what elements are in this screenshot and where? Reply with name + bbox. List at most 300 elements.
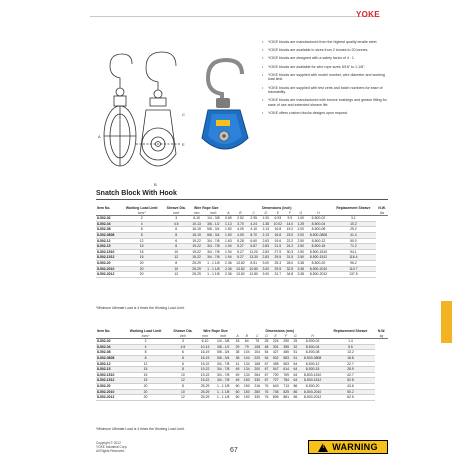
table-cell: 12	[163, 272, 190, 278]
unit-cell: E	[271, 211, 284, 216]
table-cell: 1.94	[223, 249, 234, 255]
header-wll: Working Load Limit	[129, 329, 162, 334]
table-cell: 49	[234, 372, 242, 378]
table-body	[96, 216, 388, 278]
table-cell: 6-500-02	[306, 216, 330, 222]
table-cell: 1.13	[223, 221, 234, 227]
table-cell: 108	[252, 344, 263, 350]
unit-cell: inch	[169, 334, 198, 339]
table-cell: 10	[163, 266, 190, 272]
table-cell: 25-29	[197, 389, 212, 395]
table-cell: 28.9	[326, 367, 375, 373]
unit-cell: mm	[197, 334, 212, 339]
table-cell: 10.2	[331, 221, 376, 227]
table-cell: 3/8 - 1/2	[204, 221, 223, 227]
table-cell: 6	[169, 361, 198, 367]
table-cell: 3.38	[295, 266, 306, 272]
table-cell: 8-500-1510	[306, 249, 330, 255]
table-cell: 8-500-0808	[299, 355, 326, 361]
table-cell: 8-500-08	[306, 227, 330, 233]
page-number: 67	[230, 447, 238, 454]
table-cell: 10.80	[247, 266, 260, 272]
table-cell: 3/4 - 7/8	[204, 244, 223, 250]
table-cell: 38	[234, 350, 242, 356]
table-cell: 547	[270, 367, 281, 373]
table-cell: 8	[163, 244, 190, 250]
table-cell: 8	[169, 367, 198, 373]
table-cell: 13.30	[247, 255, 260, 261]
table-cell: 71.2	[331, 244, 376, 250]
table-cell: 12	[169, 395, 198, 401]
table-cell: 3/4 - 7/8	[204, 255, 223, 261]
table-cell: 60	[234, 395, 242, 401]
table-cell: 64	[242, 339, 253, 345]
item-number-cell: 8-502-12	[96, 361, 123, 367]
table-cell: 60	[234, 383, 242, 389]
item-number-cell: 8-502-02	[96, 216, 120, 222]
item-number-cell: 8-502-2010	[96, 266, 120, 272]
table-cell: 22.2	[284, 238, 295, 244]
table-cell: 10	[169, 389, 198, 395]
table-cell: 8	[123, 350, 169, 356]
unit-cell: lbs	[376, 211, 388, 216]
copyright-line: All Rights Reserved.	[96, 449, 125, 454]
table-cell: 8-500-1512	[306, 255, 330, 261]
table-cell: 8.70	[247, 232, 260, 238]
feature-item: • YOKE blocks are manufactured from the highest quality tensile steel.	[262, 40, 388, 45]
table-cell: 643	[270, 383, 281, 389]
table-cell: 1 - 1 1/8	[204, 266, 223, 272]
table-cell: 2.36	[223, 272, 234, 278]
table-cell: 15	[123, 372, 169, 378]
table-cell: 330	[252, 395, 263, 401]
table-cell: 8-500-12	[306, 238, 330, 244]
table-cell: 5/8 - 3/4	[213, 350, 234, 356]
top-rule	[90, 16, 380, 17]
section-title: Snatch Block With Hook	[96, 190, 177, 197]
table-cell: 20	[123, 395, 169, 401]
item-number-cell: 8-502-1510	[96, 249, 120, 255]
header-replacement: Replacement Sheave	[336, 206, 371, 211]
table-cell: 10-13	[197, 344, 212, 350]
table-cell: 8.51	[247, 260, 260, 266]
table-cell: 134	[242, 372, 253, 378]
table-cell: 41	[234, 361, 242, 367]
table-cell: 1 - 1 1/8	[204, 260, 223, 266]
table-cell: 15	[120, 255, 162, 261]
table-cell: 1.38	[260, 221, 271, 227]
table-cell: 64	[291, 372, 299, 378]
table-cell: 19.2	[284, 227, 295, 233]
table-cell: 1.50	[223, 227, 234, 233]
warning-banner	[308, 440, 388, 454]
table-cell: 4.5	[169, 344, 198, 350]
table-cell: 150	[242, 383, 253, 389]
table-cell: 43.6	[326, 383, 375, 389]
table-cell: 6.93	[271, 216, 284, 222]
header-wire-rope: Wire Rope Size	[203, 329, 228, 334]
table-cell: 25-29	[197, 383, 212, 389]
table-cell: 4.09	[234, 227, 247, 233]
svg-text:B: B	[154, 182, 157, 187]
table-cell: 2.13	[260, 227, 271, 233]
table-cell: 5/8 - 3/4	[204, 232, 223, 238]
table-cell: 64	[291, 361, 299, 367]
table-cell: 19-22	[190, 255, 204, 261]
table-cell: 23.0	[284, 232, 295, 238]
table-cell: 427	[270, 350, 281, 356]
table-cell: 29	[234, 344, 242, 350]
table-cell: 75	[252, 339, 263, 345]
table-cell: 24.2	[284, 244, 295, 250]
table-cell: 15	[120, 244, 162, 250]
table-cell: 29.5	[271, 266, 284, 272]
table-cell: 18.8	[326, 355, 375, 361]
table-cell: 134	[242, 367, 253, 373]
table-cell: 8-500-15	[299, 367, 326, 373]
table-cell: 52.8	[326, 378, 375, 384]
table-cell: 116.4	[331, 255, 376, 261]
table-cell: 12	[169, 378, 198, 384]
table-cell: 355	[281, 344, 292, 350]
table-cell: 769	[281, 372, 292, 378]
table-cell: 4.24	[247, 221, 260, 227]
table-cell: 583	[281, 355, 292, 361]
table-cell: 13.2	[326, 350, 375, 356]
table-cell: 10	[169, 372, 198, 378]
table-cell: 31.5	[284, 255, 295, 261]
table-cell: 3/4 - 7/8	[213, 361, 234, 367]
table-cell: 10-13	[190, 221, 204, 227]
header-sheave: Sheave Dia.	[166, 206, 186, 211]
table-cell: 9.9	[284, 216, 295, 222]
table-cell: 31.7	[271, 272, 284, 278]
table-cell: 2.83	[260, 255, 271, 261]
item-number-cell: 8-502-1512	[96, 255, 120, 261]
table-cell: 42.7	[326, 372, 375, 378]
table-cell: 10.02	[271, 221, 284, 227]
table-cell: 29.5	[271, 255, 284, 261]
table-cell: 25-29	[190, 272, 204, 278]
table-cell: 3/4 - 7/8	[204, 238, 223, 244]
table-cell: 502	[270, 355, 281, 361]
table-cell: 27.5	[271, 249, 284, 255]
table-cell: 8-500-12	[299, 361, 326, 367]
table-cell: 4	[120, 221, 162, 227]
table-cell: 21.5	[271, 244, 284, 250]
table-cell: 3/8 - 1/2	[213, 344, 234, 350]
feature-item: • YOKE blocks are designed with a safety factor of 4 : 1.	[262, 56, 388, 61]
item-number-cell: 8-502-1512	[96, 378, 123, 384]
table-cell: 3.00	[260, 266, 271, 272]
table-cell: 805	[270, 395, 281, 401]
section-rule	[96, 199, 388, 200]
table-cell: 6	[163, 238, 190, 244]
item-number-cell: 8-502-02	[96, 339, 123, 345]
item-number-cell: 8-502-20	[96, 383, 123, 389]
table-cell: 19-22	[197, 378, 212, 384]
table-cell: 6	[169, 350, 198, 356]
table-cell: 8	[163, 260, 190, 266]
table-cell: 1.4	[326, 339, 375, 345]
spec-table-mm	[96, 329, 388, 401]
table-cell: 16.8	[271, 227, 284, 233]
item-number-cell: 8-502-0808	[96, 232, 120, 238]
table-cell: 104	[242, 355, 253, 361]
footnote: *Minimum Ultimate Load is 4 times the Working Load Limit.	[96, 427, 185, 431]
table-cell: 25	[263, 339, 271, 345]
table-cell: 8	[169, 383, 198, 389]
unit-cell: H	[306, 211, 330, 216]
table-cell: 2.63	[260, 238, 271, 244]
unit-cell: C	[247, 211, 260, 216]
table-cell: 16-19	[190, 227, 204, 233]
unit-cell: D	[260, 211, 271, 216]
table-cell: 25-29	[190, 260, 204, 266]
copyright-line: YOKE Industrial Corp.	[96, 445, 128, 450]
table-cell: 1 - 1 1/8	[213, 383, 234, 389]
table-cell: 19.6	[271, 238, 284, 244]
table-cell: 14.0	[284, 221, 295, 227]
table-cell: 15	[120, 249, 162, 255]
table-cell: 4.5	[163, 221, 190, 227]
header-sheave: Sheave Dia.	[173, 329, 193, 334]
table-cell: 8-500-2012	[306, 272, 330, 278]
table-cell: 16-19	[197, 355, 212, 361]
table-cell: 51	[291, 355, 299, 361]
table-cell: 3/4 - 7/8	[213, 372, 234, 378]
table-cell: 4.10	[247, 227, 260, 233]
table-cell: 15	[123, 367, 169, 373]
table-cell: 2.00	[295, 232, 306, 238]
svg-text:E: E	[182, 142, 185, 147]
unit-cell: F	[281, 334, 292, 339]
item-number-cell: 8-502-20	[96, 260, 120, 266]
table-cell: 3.00	[260, 260, 271, 266]
header-dimensions: Dimensions (mm)	[265, 329, 294, 334]
item-number-cell: 8-502-2010	[96, 389, 123, 395]
table-cell: 150	[242, 395, 253, 401]
table-cell: 10	[163, 249, 190, 255]
header-wire-rope: Wire Rope Size	[193, 206, 219, 211]
table-cell: 2.83	[260, 249, 271, 255]
table-cell: 48	[263, 344, 271, 350]
table-cell: 15	[123, 378, 169, 384]
table-cell: 224	[270, 339, 281, 345]
table-cell: 8-500-20	[299, 383, 326, 389]
table-cell: 727	[270, 378, 281, 384]
unit-cell: G	[291, 334, 299, 339]
table-cell: 6	[163, 227, 190, 233]
feature-item: • YOKE blocks are manufactured with bronze bushings and grease fitting for ease of use and extended sheave life.	[262, 98, 388, 107]
table-cell: 16-19	[197, 350, 212, 356]
table-cell: 30.3	[284, 249, 295, 255]
table-cell: 2.50	[295, 238, 306, 244]
table-row	[96, 395, 388, 401]
table-cell: 25.3	[271, 260, 284, 266]
table-cell: 8-500-20	[306, 260, 330, 266]
table-cell: 67	[263, 378, 271, 384]
table-cell: 284	[252, 372, 263, 378]
table-cell: 8-500-04	[306, 221, 330, 227]
table-cell: 4.09	[234, 232, 247, 238]
table-cell: 8	[120, 232, 162, 238]
table-cell: 2.95	[247, 216, 260, 222]
table-cell: 2.00	[295, 227, 306, 233]
table-cell: 34.8	[284, 272, 295, 278]
table-cell: 3.38	[295, 260, 306, 266]
table-cell: 8	[163, 232, 190, 238]
unit-cell: B	[234, 211, 247, 216]
table-cell: 8-500-02	[299, 339, 326, 345]
table-cell: 220	[252, 355, 263, 361]
table-cell: 3/4 - 7/8	[213, 378, 234, 384]
table-cell: 67	[263, 372, 271, 378]
table-cell: 881	[281, 395, 292, 401]
table-cell: 1/4 - 3/8	[204, 216, 223, 222]
item-number-cell: 8-502-08	[96, 350, 123, 356]
table-cell: 250	[281, 339, 292, 345]
table-cell: 18	[234, 339, 242, 345]
table-cell: 12.80	[247, 272, 260, 278]
table-cell: 5/8 - 3/4	[204, 227, 223, 233]
table-cell: 16.8	[271, 232, 284, 238]
table-cell: 8-500-08	[299, 350, 326, 356]
snatch-block-drawing	[96, 46, 192, 196]
table-cell: 5.27	[234, 249, 247, 255]
table-cell: 19-22	[197, 372, 212, 378]
table-cell: 3.70	[234, 221, 247, 227]
table-cell: 76	[263, 389, 271, 395]
table-cell: 20	[120, 266, 162, 272]
header-replacement: Replacement Sheave	[333, 329, 368, 334]
table-cell: 86	[291, 383, 299, 389]
table-cell: 700	[270, 372, 281, 378]
table-cell: 3	[163, 216, 190, 222]
unit-cell: A	[234, 334, 242, 339]
table-cell: 3/4 - 7/8	[204, 249, 223, 255]
table-cell: 8-500-2010	[299, 389, 326, 395]
table-cell: 86	[291, 395, 299, 401]
item-number-cell: 8-502-0808	[96, 355, 123, 361]
table-cell: 6.87	[247, 244, 260, 250]
table-cell: 150	[242, 378, 253, 384]
table-cell: 13.82	[234, 260, 247, 266]
table-cell: 94.1	[331, 249, 376, 255]
table-cell: 12	[120, 238, 162, 244]
item-number-cell: 8-502-04	[96, 221, 120, 227]
table-cell: 5.27	[234, 244, 247, 250]
table-cell: 32.5	[284, 266, 295, 272]
table-cell: 19-22	[190, 249, 204, 255]
table-cell: 38	[234, 355, 242, 361]
table-cell: 8-500-1512	[299, 378, 326, 384]
table-cell: 330	[252, 378, 263, 384]
unit-cell: inch	[213, 334, 234, 339]
warning-label: WARNING	[332, 442, 378, 452]
feature-item: • YOKE blocks are available in sizes from 2 tonnes to 20 tonnes.	[262, 48, 388, 53]
table-cell: 11.20	[247, 249, 260, 255]
table-cell: 301	[270, 344, 281, 350]
table-cell: 49	[234, 367, 242, 373]
table-cell: 216	[252, 383, 263, 389]
section-tab-marker	[441, 301, 452, 343]
item-number-cell: 8-502-08	[96, 227, 120, 233]
table-cell: 60	[234, 389, 242, 395]
table-cell: 498	[270, 361, 281, 367]
table-cell: 784	[281, 378, 292, 384]
table-cell: 8-500-2010	[306, 266, 330, 272]
table-cell: 50.0	[331, 238, 376, 244]
unit-cell: inch	[204, 211, 223, 216]
snatch-block-photo	[196, 56, 254, 156]
table-cell: 5.28	[234, 238, 247, 244]
table-cell: 1.50	[223, 232, 234, 238]
table-cell: 8-500-1510	[299, 372, 326, 378]
table-cell: 2.50	[295, 255, 306, 261]
unit-cell: C	[252, 334, 263, 339]
header-item-no: Item No.	[97, 206, 111, 211]
table-cell: 4	[123, 344, 169, 350]
feature-item: • YOKE blocks are available for wire rope sizes 5/16" to 1-1/8".	[262, 65, 388, 70]
table-cell: 5/8 - 3/4	[213, 355, 234, 361]
table-cell: 6-10	[190, 216, 204, 222]
footnote: *Minimum Ultimate Load is 4 times the Working Load Limit.	[96, 306, 185, 310]
item-number-cell: 8-502-15	[96, 367, 123, 373]
table-cell: 51	[291, 350, 299, 356]
table-cell: 1 - 1 1/8	[213, 389, 234, 395]
table-cell: 13.82	[234, 272, 247, 278]
table-cell: 41.4	[331, 232, 376, 238]
table-cell: 104	[242, 350, 253, 356]
table-cell: 76	[263, 395, 271, 401]
table-cell: 2.36	[223, 260, 234, 266]
item-number-cell: 8-502-2012	[96, 395, 123, 401]
table-cell: 3.38	[295, 272, 306, 278]
header-dimensions: Dimensions (inch)	[262, 206, 292, 211]
header-item-no: Item No.	[97, 329, 111, 334]
table-cell: 5.27	[234, 255, 247, 261]
table-cell: 20	[123, 383, 169, 389]
table-cell: 8-500-04	[299, 344, 326, 350]
svg-text:A: A	[98, 134, 101, 139]
table-cell: 62.5	[326, 395, 375, 401]
table-cell: 1.00	[295, 216, 306, 222]
table-cell: 16-19	[190, 232, 204, 238]
table-cell: 2	[123, 339, 169, 345]
table-cell: 28.0	[284, 260, 295, 266]
spec-table-inch	[96, 206, 388, 278]
table-cell: 19-22	[190, 238, 204, 244]
item-number-cell: 8-502-04	[96, 344, 123, 350]
feature-list	[262, 40, 388, 119]
item-number-cell: 8-502-12	[96, 238, 120, 244]
table-cell: 64	[291, 367, 299, 373]
unit-cell: G	[295, 211, 306, 216]
table-cell: 49	[234, 378, 242, 384]
table-cell: 1/4 - 3/8	[213, 339, 234, 345]
table-cell: 64	[291, 378, 299, 384]
unit-cell: D	[263, 334, 271, 339]
unit-cell: inch	[163, 211, 190, 216]
table-cell: 1.94	[223, 244, 234, 250]
table-cell: 110.7	[331, 266, 376, 272]
table-cell: 1 - 1 1/8	[213, 395, 234, 401]
table-cell: 6.60	[247, 238, 260, 244]
table-cell: 22.7	[326, 361, 375, 367]
table-cell: 8-500-2012	[299, 395, 326, 401]
table-cell: 25-29	[197, 395, 212, 401]
